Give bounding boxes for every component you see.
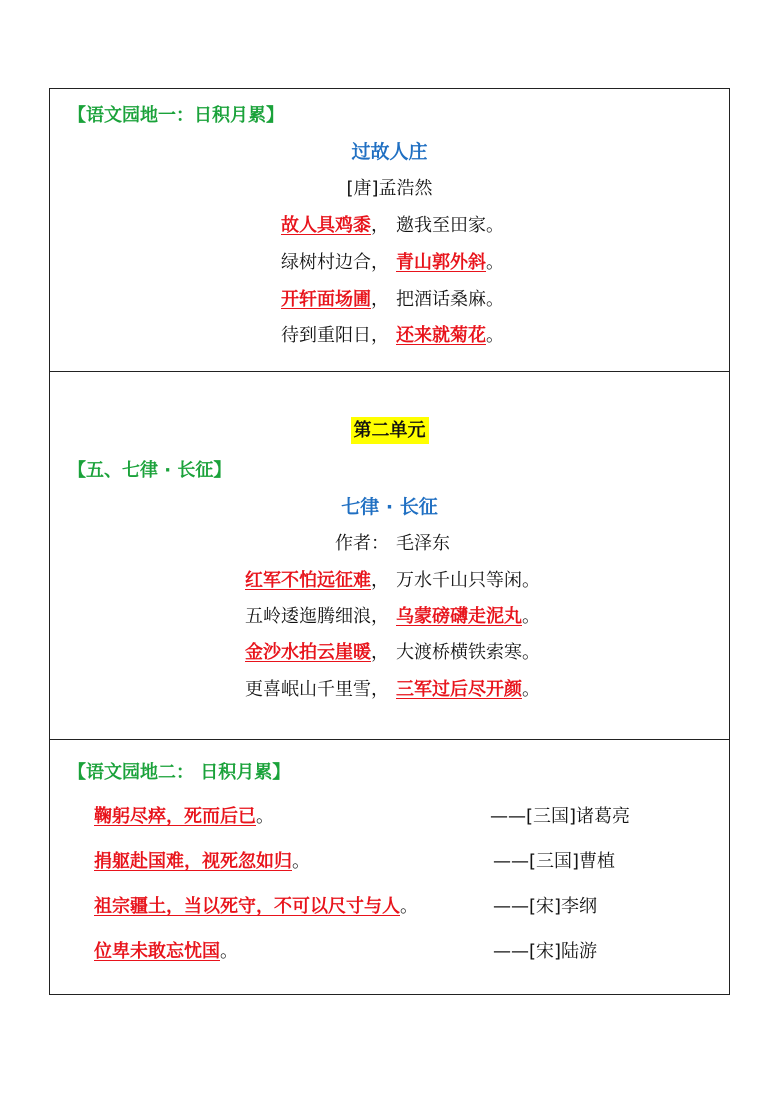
quote-source: ——[宋]李纲: [493, 896, 598, 917]
quote-item: 祖宗疆土，当以死守，不可以尺寸与人。: [94, 896, 418, 917]
unit-title-row: [50, 416, 729, 442]
section-heading: 【五、七律 · 长征】: [68, 460, 232, 481]
poem-title: 七律 · 长征: [341, 496, 438, 518]
quote-text: 祖宗疆土，当以死守，不可以尺寸与人: [94, 896, 400, 917]
quote-text: 位卑未敢忘忧国: [94, 941, 220, 962]
poem-title: 过故人庄: [351, 141, 428, 163]
quote-item: 捐躯赴国难，视死忽如归。: [94, 851, 310, 872]
verse-answer: 乌蒙磅礴走泥丸: [396, 606, 522, 627]
verse-text: 绿树村边合，: [281, 252, 389, 273]
verse-answer: 开轩面场圃: [281, 289, 371, 310]
verse-answer: 三军过后尽开颜: [396, 679, 522, 700]
quote-item: 位卑未敢忘忧国。: [94, 941, 238, 962]
section-heading: 【语文园地二： 日积月累】: [68, 762, 291, 783]
verse-text: 把酒话桑麻。: [396, 289, 504, 310]
unit-title: 第二单元: [351, 417, 429, 444]
study-sheet: [49, 88, 730, 995]
quote-item: 鞠躬尽瘁，死而后已。: [94, 806, 274, 827]
verse-text: 待到重阳日，: [281, 325, 389, 346]
verse-text: 五岭逶迤腾细浪，: [245, 606, 389, 627]
verse-text: 更喜岷山千里雪，: [245, 679, 389, 700]
quote-source: ——[宋]陆游: [493, 941, 598, 962]
quote-source: ——[三国]诸葛亮: [490, 806, 631, 827]
verse-answer: 青山郭外斜: [396, 252, 486, 273]
quote-text: 捐躯赴国难，视死忽如归: [94, 851, 292, 872]
quote-source: ——[三国]曹植: [493, 851, 616, 872]
verse-answer: 故人具鸡黍: [281, 215, 371, 236]
section-garden-two: [50, 739, 729, 994]
verse-answer: 红军不怕远征难: [245, 570, 371, 591]
section-unit-two: 第二单元 【五、七律 · 长征】 七律 · 长征 作者： 毛泽东 红军不怕远征难， 万水千山只等闲。 五岭逶迤腾细浪， 乌蒙磅礴走泥丸。 金沙水拍云崖暖， 大渡桥横铁索寒。 更喜岷山千里雪， 三军过后尽开颜。: [50, 371, 729, 740]
quote-text: 鞠躬尽瘁，死而后已: [94, 806, 256, 827]
section-heading: 【语文园地一：日积月累】: [68, 105, 284, 126]
verse-text: 大渡桥横铁索寒。: [396, 642, 540, 663]
section-garden-one: 【语文园地一：日积月累】 过故人庄 [唐]孟浩然 故人具鸡黍， 邀我至田家。 绿树村边合， 青山郭外斜。 开轩面场圃， 把酒话桑麻。 待到重阳日， 还来就菊花。: [50, 89, 729, 371]
verse-answer: 金沙水拍云崖暖: [245, 642, 371, 663]
verse-text: 邀我至田家。: [396, 215, 504, 236]
verse-answer: 还来就菊花: [396, 325, 486, 346]
poem-author: [唐]孟浩然: [346, 178, 433, 199]
verse-text: 万水千山只等闲。: [396, 570, 540, 591]
